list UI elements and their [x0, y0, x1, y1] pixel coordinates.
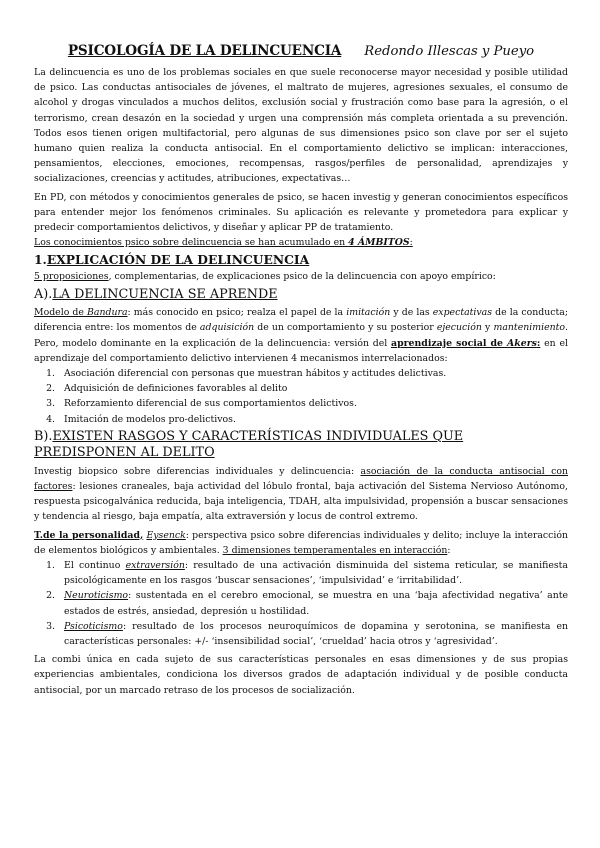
dimension-text: : resultado de una activación disminuida del sistema reticular, se manifiesta psicológicamente en los rasgos ‘buscar sensaciones’, ‘impulsividad’ e ‘irritabilidad’. — [64, 559, 569, 587]
section-b-closing: La combi única en cada sujeto de sus características personales en esas dimensiones y de sus propias experiencias ambientales, condiciona los diversos grados de adaptación individual y de posible conducta antisocial, por un marcado retraso de los procesos de socialización. — [34, 654, 568, 696]
section-a-title: LA DELINCUENCIA SE APRENDE — [52, 286, 278, 302]
section-a-text-7: de la conducta; diferencia entre: los momentos de — [34, 307, 568, 334]
page-title: PSICOLOGÍA DE LA DELINCUENCIA — [67, 43, 342, 59]
section-a-text-13: . Pero, modelo dominante en la explicación de la delincuencia: versión del — [34, 322, 568, 349]
section-b-label: B). — [34, 428, 53, 444]
intro-p3-bold: 4 ÁMBITOS — [348, 237, 410, 249]
section-a-imitacion: imitación — [346, 307, 391, 319]
section-b-paragraph-1 — [34, 464, 568, 525]
section-b-p1-underlined: asociación de la conducta antisocial con factores — [34, 465, 568, 492]
list-item: 4. Imitación de modelos pro-delictivos. — [58, 412, 568, 427]
section-a-text-14: aprendizaje social de — [391, 337, 508, 349]
section-a-text-3: : más conocido en psico; realza el papel de la — [127, 307, 347, 319]
section-b-p2-a: : perspectiva psico sobre diferencias individuales y delito; incluye la interacción de elementos biológicos y ambientales. — [34, 529, 568, 556]
section-b-heading — [34, 429, 568, 462]
section-b-p1-a: Investig biopsico sobre diferencias individuales y delincuencia: — [34, 465, 361, 477]
dimension-name: Psicoticismo — [64, 620, 123, 632]
section-1-lead-rest: , complementarias, de explicaciones psico de la delincuencia con apoyo empírico: — [108, 271, 496, 283]
section-b-p2-underlined: 3 dimensiones temperamentales en interacción — [222, 544, 448, 556]
section-a-body — [34, 305, 568, 366]
dimension-text: : resultado de los procesos neuroquímicos de dopamina y serotonina, se manifiesta en características personales: +/- ‘insensibilidad social’, ‘crueldad’ hacia otros y ‘agresividad’. — [64, 620, 568, 647]
section-1-lead-underlined: 5 proposiciones — [34, 271, 109, 283]
dimension-prefix: El continuo — [64, 559, 126, 571]
section-a-text-17: en el aprendizaje del comportamiento delictivo intervienen 4 mecanismos interrelacionados: — [34, 337, 568, 364]
section-a-text-11: y — [481, 322, 494, 334]
intro-p3-end: : — [409, 237, 413, 249]
intro-p3-text: Los conocimientos psico sobre delincuencia se han acumulado en — [34, 237, 349, 249]
section-a-label: A). — [34, 286, 53, 302]
akers-label — [391, 338, 540, 349]
temperament-dimensions-list — [34, 558, 568, 649]
bandura-model-label — [34, 307, 128, 318]
intro-paragraph-3 — [34, 235, 568, 250]
intro-paragraph-1: La delincuencia es uno de los problemas sociales en que suele reconocerse mayor necesidad y posible utilidad de psico. Las conductas antisociales de jóvenes, el maltrato de mujeres, agresiones sexuales, el consumo de alcohol y drogas vinculados a muchos delitos, exclusión social y frustración como base para la agresión, o el terrorismo, crean desazón en la sociedad y urgen una comprensión más completa orientada a su prevención. Todos esos tienen origen multifactorial, pero algunas de sus dimensiones psico son clave por ser el sujeto humano quien realiza la conducta antisocial. En el comportamiento delictivo se implican: interacciones, pensamientos, elecciones, emociones, recompensas, rasgos/perfiles de personalidad, aprendizajes y socializaciones, creencias y actitudes, atribuciones, expectativas… — [34, 67, 568, 185]
section-a-text-1: Modelo de — [34, 307, 88, 319]
section-a-text-16: : — [536, 337, 541, 349]
section-a-bandura: Bandura — [87, 307, 128, 319]
section-a-expectativas: expectativas — [432, 307, 493, 319]
section-b-title: EXISTEN RASGOS Y CARACTERÍSTICAS INDIVIDUALES QUE PREDISPONEN AL DELITO — [34, 428, 464, 461]
section-a-ejecucion: ejecución — [436, 322, 482, 334]
section-1-title: EXPLICACIÓN DE LA DELINCUENCIA — [46, 252, 310, 268]
personality-theory-label: T.de la personalidad, — [34, 529, 144, 541]
dimension-name: Neuroticismo — [64, 590, 129, 602]
intro-paragraph-2: En PD, con métodos y conocimientos generales de psico, se hacen investig y generan conocimientos específicos para entender mejor los fenómenos criminales. Su aplicación es relevante y prometedora para explicar y predecir comportamientos delictivos, y diseñar y aplicar PP de tratamiento. — [34, 191, 568, 234]
akers-mechanisms-list — [34, 366, 568, 427]
authors: Redondo Illescas y Pueyo — [364, 44, 535, 59]
list-item: 1. Asociación diferencial con personas que muestran hábitos y actitudes delictivas. — [58, 366, 568, 381]
list-item — [58, 558, 568, 588]
section-a-heading — [34, 287, 568, 304]
section-1-heading — [34, 252, 568, 268]
section-a-adquisicion: adquisición — [199, 322, 255, 334]
section-b-paragraph-2 — [34, 528, 568, 558]
section-a-text-9: de un comportamiento y su posterior — [254, 322, 437, 334]
list-item — [58, 588, 568, 618]
list-item — [58, 619, 568, 649]
dimension-text: : sustentada en el cerebro emocional, se muestra en una ‘baja afectividad negativa’ ante estados de estrés, ansiedad, depresión u hostilidad. — [64, 590, 568, 617]
eysenck-name: Eysenck — [146, 529, 186, 541]
section-b-p2-end: : — [447, 544, 451, 556]
title-row — [34, 40, 568, 59]
section-b-p1-b: : lesiones craneales, baja actividad del lóbulo frontal, baja activación del Sistema Nervioso Autónomo, respuesta psicogalvánica reducida, baja inteligencia, TDAH, alta impulsividad, propensión a buscar sensaciones y tendencia al riesgo, baja empatía, alta extraversión y locus de control extremo. — [34, 480, 568, 523]
section-a-text-5: y de las — [390, 307, 433, 319]
dimension-name: extraversión — [125, 559, 185, 571]
document-page — [34, 40, 568, 698]
list-item: 3. Reforzamiento diferencial de sus comportamientos delictivos. — [58, 396, 568, 411]
section-1-number: 1. — [34, 252, 47, 268]
section-1-lead — [34, 269, 568, 284]
section-a-akers: Akers — [507, 337, 537, 349]
list-item: 2. Adquisición de definiciones favorables al delito — [58, 381, 568, 396]
section-a-mantenimiento: mantenimiento — [493, 322, 565, 334]
